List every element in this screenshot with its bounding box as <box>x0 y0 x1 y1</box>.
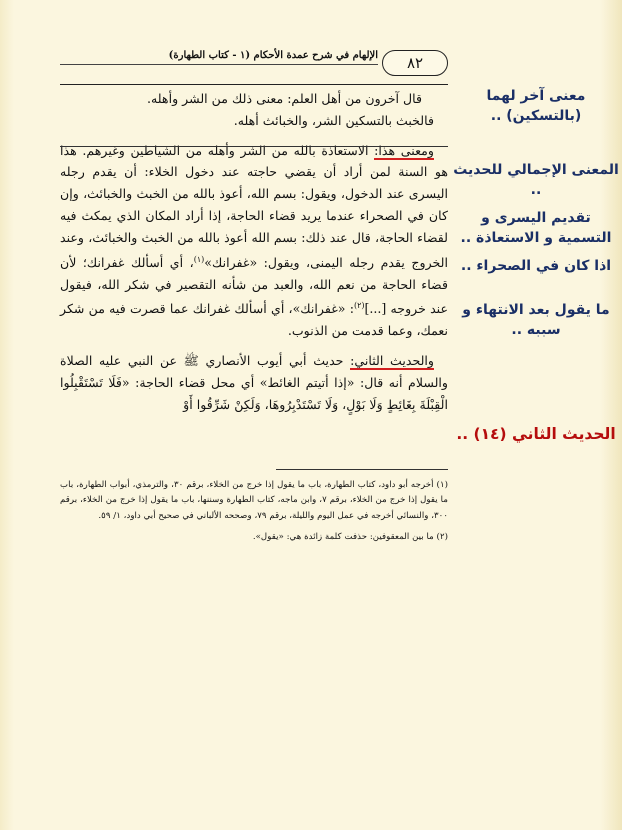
running-title: الإلهام في شرح عمدة الأحكام (١ - كتاب الطهارة) <box>60 50 378 65</box>
paragraph-2-text-continued: ، أي أسألك غفرانك؛ لأن قضاء الحاجة من نعم الله، والعبد من شأنه التقصير في شكر الله، فيقول عند خروجه [...] <box>60 254 449 317</box>
paragraph-2-text-end: : «غفرانك»، أي أسألك غفرانك عما قصرت فيه من شكر نعمك، وعما قدمت من الذنوب. <box>60 301 448 339</box>
footnote-divider <box>276 469 448 470</box>
margin-note-1: معنى آخر لهما (بالتسكين) .. <box>486 88 586 124</box>
main-text <box>60 88 448 416</box>
margin-note-2: المعنى الإجمالي للحديث .. <box>453 162 619 198</box>
margin-note-4: اذا كان في الصحراء .. <box>460 258 612 274</box>
margin-note-3: تقديم اليسرى و التسمية و الاستعاذة .. <box>460 210 612 246</box>
paragraph-2-heading: ومعنى هذا: <box>374 142 435 158</box>
footnote-ref-2[interactable]: (٢) <box>353 301 365 311</box>
paragraph-3 <box>60 350 448 415</box>
paragraph-1-line-1: قال آخرون من أهل العلم: معنى ذلك من الشر وأهله. <box>147 91 422 106</box>
footnotes <box>60 478 448 552</box>
footnote-ref-1[interactable]: (١) <box>193 254 205 264</box>
page-header <box>60 44 448 85</box>
paragraph-2 <box>60 140 448 343</box>
page-number: ٨٢ <box>382 50 448 76</box>
section-divider <box>60 146 448 147</box>
paragraph-3-text: حديث أبي أيوب الأنصاري ﷺ عن النبي عليه الصلاة والسلام أنه قال: «إذا أتيتم الغائط» أي محل قضاء الحاجة: «فَلَا تَسْتَقْبِلُوا الْقِبْلَةَ بِغَائِطٍ وَلَا بَوْلٍ، وَلَا تَسْتَدْبِرُوهَا، وَلَكِنْ شَرِّقُوا أَوْ <box>60 353 448 412</box>
paragraph-2-text: الاستعاذة بالله من الشر وأهله من الشياطين وغيرهم. هذا هو السنة لمن أراد أن يقضي حاجته عند دخول الخلاء: أن يقدم رجله اليسرى عند الدخول، ويقول: بسم الله، أعوذ بالله من الخبث والخبائث، وإن كان في الصحراء عندما يريد قضاء الحاجة، إذا أراد المكان الذي يمكث فيه لقضاء الحاجة، قال عند ذلك: بسم الله أعوذ بالله من الخبث والخبائث، وعند الخروج يقدم رجله اليمنى، ويقول: «غفرانك» <box>60 142 448 270</box>
paragraph-1-line-2: فالخبث بالتسكين الشر، والخبائث أهله. <box>233 112 434 128</box>
paragraph-3-heading: والحديث الثاني: <box>350 353 434 369</box>
margin-note-5: ما يقول بعد الانتهاء و سببه .. <box>462 302 610 338</box>
footnote-2: (٢) ما بين المعقوفين: حذفت كلمة زائدة هي: «يقول». <box>252 532 448 543</box>
margin-note-6: الحديث الثاني (١٤) .. <box>456 425 616 443</box>
footnote-1: (١) أخرجه أبو داود، كتاب الطهارة، باب ما يقول إذا خرج من الخلاء، برقم ٣٠، والترمذي، أبواب الطهارة، باب ما يقول إذا خرج من الخلاء، برقم ٧، وابن ماجه، كتاب الطهارة وسننها، باب ما يقول إذا خرج من الخلاء، برقم ٣٠٠، والنسائي أخرجه في عمل اليوم والليلة، برقم ٧٩، وصححه الألباني في صحيح أبي داود، ١/ ٥٩. <box>60 480 449 521</box>
